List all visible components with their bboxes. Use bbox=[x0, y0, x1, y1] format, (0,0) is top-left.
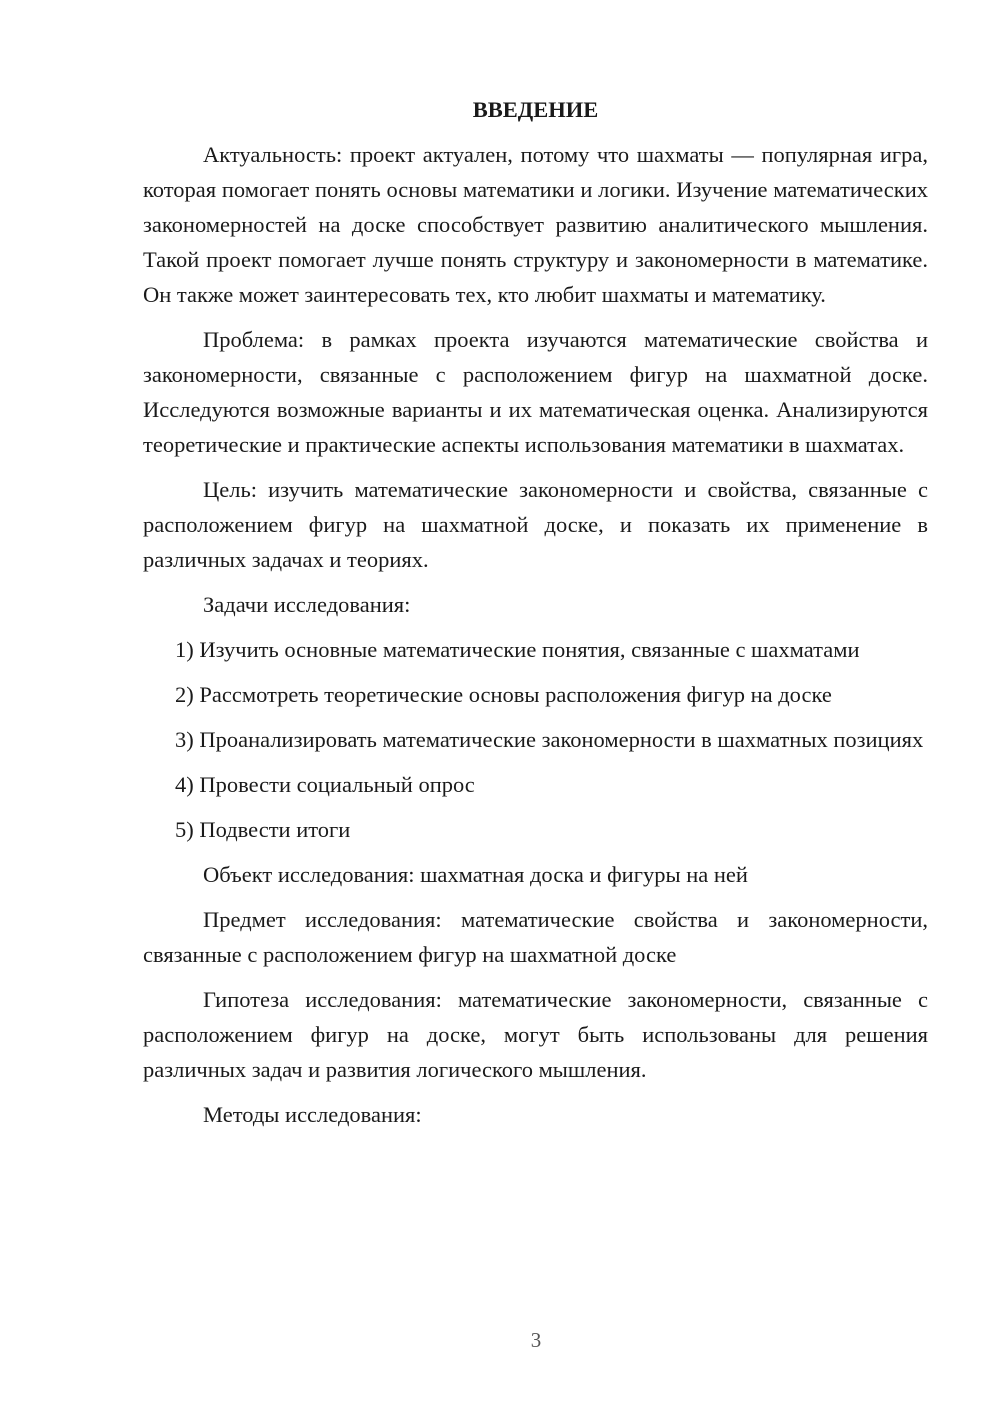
paragraph-hypothesis: Гипотеза исследования: математические закономерности, связанные с расположением фигур на доске, могут быть использованы для решения различных задач и развития логического мышления. bbox=[143, 987, 928, 1082]
paragraph-subject: Предмет исследования: математические свойства и закономерности, связанные с расположением фигур на шахматной доске bbox=[143, 907, 928, 967]
task-item-3: 3) Проанализировать математические закономерности в шахматных позициях bbox=[175, 727, 924, 752]
task-item-2: 2) Рассмотреть теоретические основы расположения фигур на доске bbox=[175, 682, 832, 707]
page-number: 3 bbox=[530, 1328, 542, 1352]
paragraph-goal: Цель: изучить математические закономерности и свойства, связанные с расположением фигур на шахматной доске, и показать их применение в различных задачах и теориях. bbox=[143, 477, 928, 572]
task-item-5: 5) Подвести итоги bbox=[175, 817, 351, 842]
paragraph-problem: Проблема: в рамках проекта изучаются математические свойства и закономерности, связанные с расположением фигур на шахматной доске. Исследуются возможные варианты и их математическая оценка. Анализируются теоретические и практические аспекты использования математики в шахматах. bbox=[143, 327, 928, 457]
paragraph-methods: Методы исследования: bbox=[203, 1102, 422, 1127]
paragraph-object: Объект исследования: шахматная доска и фигуры на ней bbox=[203, 862, 748, 887]
paragraph-tasks-title: Задачи исследования: bbox=[203, 592, 411, 617]
paragraph-relevance: Актуальность: проект актуален, потому что шахматы — популярная игра, которая помогает понять основы математики и логики. Изучение математических закономерностей на доске способствует развитию аналитического мышления. Такой проект помогает лучше понять структуру и закономерности в математике. Он также может заинтересовать тех, кто любит шахматы и математику. bbox=[143, 142, 928, 307]
task-item-4: 4) Провести социальный опрос bbox=[175, 772, 475, 797]
page-heading: ВВЕДЕНИЕ bbox=[472, 97, 599, 122]
page-content bbox=[143, 92, 928, 1142]
task-item-1: 1) Изучить основные математические понятия, связанные с шахматами bbox=[175, 637, 860, 662]
